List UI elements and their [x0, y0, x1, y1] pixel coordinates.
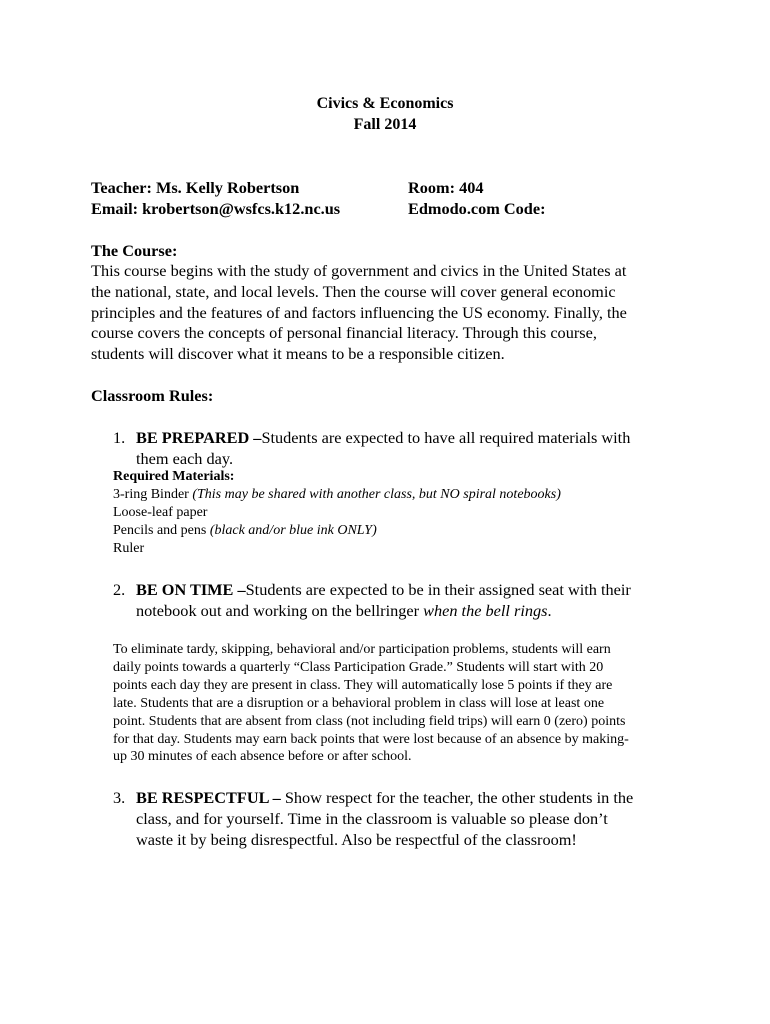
course-description: [91, 261, 691, 365]
classroom-rules-heading: Classroom Rules:: [91, 386, 214, 405]
course-title: Civics & Economics: [316, 95, 454, 112]
rule-3-number: 3.: [113, 788, 126, 807]
policy-line: points each day they are present in class. They will automatically lose 5 points if they are: [113, 677, 613, 693]
email-line: Email: krobertson@wsfcs.k12.nc.us: [91, 199, 341, 218]
term: Fall 2014: [353, 116, 417, 133]
course-line: principles and the features of and factors influencing the US economy. Finally, the: [91, 302, 627, 322]
material-binder-note: (This may be shared with another class, but NO spiral notebooks): [192, 486, 561, 502]
tardy-policy: [113, 641, 683, 766]
rule-3: [136, 788, 696, 850]
policy-line: point. Students that are absent from class (not including field trips) will earn 0 (zero) points: [113, 713, 626, 729]
policy-line: late. Students that are a disruption or a behavioral problem in class will lose at least one: [113, 695, 605, 711]
material-binder: 3-ring Binder: [113, 486, 193, 502]
edmodo-code-line: Edmodo.com Code:: [408, 199, 546, 218]
course-line: course covers the concepts of personal financial literacy. Through this course,: [91, 323, 597, 343]
teacher-line: Teacher: Ms. Kelly Robertson: [91, 178, 300, 197]
material-paper: Loose-leaf paper: [113, 504, 208, 520]
course-line: students will discover what it means to be a responsible citizen.: [91, 344, 505, 364]
required-materials: [113, 468, 683, 558]
rule-1-text-cont: them each day.: [136, 448, 234, 468]
policy-line: daily points towards a quarterly “Class Participation Grade.” Students will start with 20: [113, 659, 604, 675]
rule-2-text: Students are expected to be in their assigned seat with their: [245, 580, 631, 599]
rule-3-text-cont2: waste it by being disrespectful. Also be respectful of the classroom!: [136, 829, 577, 849]
rule-2-title: BE ON TIME –: [136, 580, 246, 599]
rule-2-text-cont: notebook out and working on the bellringer: [136, 600, 424, 620]
rule-2: [136, 580, 696, 622]
course-line: This course begins with the study of government and civics in the United States at: [91, 261, 627, 280]
required-materials-heading: Required Materials:: [113, 469, 235, 484]
rule-1: [136, 428, 696, 470]
rule-2-text-italic: when the bell rings: [423, 600, 548, 620]
rule-1-title: BE PREPARED –: [136, 428, 262, 447]
material-pens-note: (black and/or blue ink ONLY): [209, 522, 377, 538]
policy-line: To eliminate tardy, skipping, behavioral and/or participation problems, students will earn: [113, 642, 611, 657]
rule-1-number: 1.: [113, 428, 126, 447]
course-line: the national, state, and local levels. Then the course will cover general economic: [91, 281, 616, 301]
rule-2-number: 2.: [113, 580, 126, 599]
policy-line: up 30 minutes of each absence before or after school.: [113, 749, 412, 765]
rule-2-text-end: .: [547, 600, 552, 620]
rule-3-title: BE RESPECTFUL –: [136, 788, 281, 807]
policy-line: for that day. Students may earn back points that were lost because of an absence by making-: [113, 731, 629, 747]
rule-3-text: Show respect for the teacher, the other students in the: [280, 788, 634, 807]
material-ruler: Ruler: [113, 540, 145, 556]
room-line: Room: 404: [408, 178, 484, 197]
rule-1-text: Students are expected to have all required materials with: [261, 428, 631, 447]
material-pens: Pencils and pens: [113, 522, 210, 538]
course-heading: The Course:: [91, 241, 178, 260]
rule-3-text-cont: class, and for yourself. Time in the classroom is valuable so please don’t: [136, 808, 608, 828]
